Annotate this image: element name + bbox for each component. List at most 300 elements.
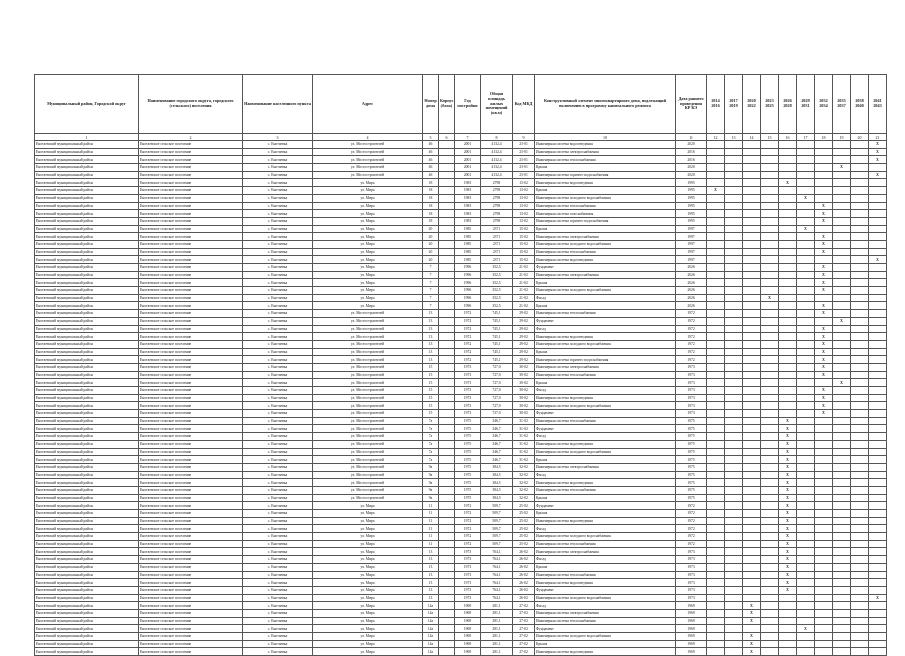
house-number-cell: 18 <box>423 187 439 195</box>
house-number-cell: 7 <box>423 287 439 295</box>
period-cell <box>869 633 887 641</box>
table-row <box>35 287 887 295</box>
period-cell <box>725 325 743 333</box>
address-cell: ул. Мира <box>313 210 423 218</box>
period-cell <box>743 348 761 356</box>
period-cell <box>725 548 743 556</box>
district-cell: Енотаевский муниципальный район <box>35 194 139 202</box>
period-cell <box>869 379 887 387</box>
year-built-cell: 1985 <box>455 240 481 248</box>
period-cell <box>851 540 869 548</box>
structural-element-cell: Фундамент <box>535 264 676 272</box>
area-cell: 2798 <box>481 210 513 218</box>
year-built-cell: 1996 <box>455 294 481 302</box>
locality-cell: с. Енотаевка <box>243 425 313 433</box>
house-number-cell: 20 <box>423 225 439 233</box>
structural-element-cell: Инженерная система газоснабжения <box>535 210 676 218</box>
period-cell <box>707 448 725 456</box>
period-cell <box>761 510 779 518</box>
column-header: 2038 2040 <box>851 75 869 134</box>
period-cell <box>797 202 815 210</box>
early-repair-date-cell: 1995 <box>676 187 707 195</box>
period-mark: X <box>779 440 797 448</box>
year-built-cell: 1983 <box>455 187 481 195</box>
year-built-cell: 1985 <box>455 248 481 256</box>
building-code-cell: 26-02 <box>513 548 535 556</box>
period-mark: X <box>815 279 833 287</box>
period-cell <box>797 479 815 487</box>
period-cell <box>743 225 761 233</box>
period-cell <box>815 633 833 641</box>
district-cell: Енотаевский муниципальный район <box>35 287 139 295</box>
structural-element-cell: Инженерная система теплоснабжения <box>535 417 676 425</box>
structural-element-cell: Крыша <box>535 187 676 195</box>
locality-cell: с. Енотаевка <box>243 586 313 594</box>
period-cell <box>707 202 725 210</box>
period-cell <box>779 371 797 379</box>
early-repair-date-cell: 1973 <box>676 571 707 579</box>
period-cell <box>725 525 743 533</box>
area-cell: 745,1 <box>481 340 513 348</box>
period-cell <box>761 602 779 610</box>
settlement-cell: Енотаевское сельское поселение <box>139 525 243 533</box>
house-number-cell: 7а <box>423 417 439 425</box>
district-cell: Енотаевский муниципальный район <box>35 294 139 302</box>
block-cell <box>439 502 455 510</box>
period-cell <box>797 540 815 548</box>
period-cell <box>779 310 797 318</box>
period-cell <box>851 433 869 441</box>
period-cell <box>869 194 887 202</box>
block-cell <box>439 256 455 264</box>
district-cell: Енотаевский муниципальный район <box>35 340 139 348</box>
period-cell <box>833 264 851 272</box>
period-cell <box>833 387 851 395</box>
period-cell <box>797 240 815 248</box>
period-cell <box>815 617 833 625</box>
period-cell <box>761 187 779 195</box>
period-cell <box>707 363 725 371</box>
table-row <box>35 579 887 587</box>
address-cell: ул. Мира <box>313 571 423 579</box>
period-cell <box>869 394 887 402</box>
period-cell <box>743 287 761 295</box>
period-mark: X <box>779 471 797 479</box>
period-cell <box>869 387 887 395</box>
settlement-cell: Енотаевское сельское поселение <box>139 533 243 541</box>
column-header: Общая площадь жилых помещений (кв.м) <box>481 75 513 134</box>
structural-element-cell: Инженерная система холодного водоснабжения <box>535 340 676 348</box>
period-cell <box>833 340 851 348</box>
period-cell <box>707 148 725 156</box>
program-sheet <box>34 74 886 656</box>
year-built-cell: 1983 <box>455 210 481 218</box>
address-cell: ул. Мира <box>313 525 423 533</box>
period-cell <box>833 609 851 617</box>
area-cell: 509,7 <box>481 510 513 518</box>
structural-element-cell: Инженерная система водоотведения <box>535 517 676 525</box>
column-header: 2017 2019 <box>725 75 743 134</box>
period-cell <box>779 340 797 348</box>
area-cell: 727,0 <box>481 371 513 379</box>
period-cell <box>869 302 887 310</box>
early-repair-date-cell: 1969 <box>676 609 707 617</box>
early-repair-date-cell: 2016 <box>676 148 707 156</box>
period-cell <box>869 310 887 318</box>
column-header: Муниципальный район, Городской округ <box>35 75 139 134</box>
district-cell: Енотаевский муниципальный район <box>35 471 139 479</box>
period-cell <box>797 248 815 256</box>
period-cell <box>707 210 725 218</box>
address-cell: ул. Мостостроителей <box>313 463 423 471</box>
structural-element-cell: Фундамент <box>535 317 676 325</box>
period-cell <box>815 548 833 556</box>
period-cell <box>779 609 797 617</box>
block-cell <box>439 287 455 295</box>
address-cell: ул. Мира <box>313 240 423 248</box>
period-cell <box>869 264 887 272</box>
house-number-cell: 11 <box>423 510 439 518</box>
period-cell <box>707 379 725 387</box>
period-cell <box>869 217 887 225</box>
period-cell <box>833 594 851 602</box>
locality-cell: с. Енотаевка <box>243 548 313 556</box>
period-cell <box>725 448 743 456</box>
table-row <box>35 187 887 195</box>
period-cell <box>707 279 725 287</box>
period-cell <box>797 579 815 587</box>
period-mark: X <box>815 217 833 225</box>
block-cell <box>439 633 455 641</box>
structural-element-cell: Инженерная система горячего водоснабжения <box>535 356 676 364</box>
district-cell: Енотаевский муниципальный район <box>35 240 139 248</box>
period-cell <box>761 594 779 602</box>
block-cell <box>439 179 455 187</box>
period-mark: X <box>815 394 833 402</box>
year-built-cell: 2001 <box>455 164 481 172</box>
locality-cell: с. Енотаевка <box>243 448 313 456</box>
settlement-cell: Енотаевское сельское поселение <box>139 394 243 402</box>
district-cell: Енотаевский муниципальный район <box>35 179 139 187</box>
period-cell <box>869 179 887 187</box>
period-cell <box>779 156 797 164</box>
settlement-cell: Енотаевское сельское поселение <box>139 164 243 172</box>
district-cell: Енотаевский муниципальный район <box>35 440 139 448</box>
table-row <box>35 240 887 248</box>
period-cell <box>761 340 779 348</box>
table-row <box>35 379 887 387</box>
address-cell: ул. Мира <box>313 179 423 187</box>
period-mark: X <box>779 525 797 533</box>
period-cell <box>851 510 869 518</box>
district-cell: Енотаевский муниципальный район <box>35 310 139 318</box>
locality-cell: с. Енотаевка <box>243 348 313 356</box>
table-row <box>35 148 887 156</box>
block-cell <box>439 594 455 602</box>
block-cell <box>439 340 455 348</box>
period-cell <box>779 194 797 202</box>
period-mark: X <box>869 148 887 156</box>
building-code-cell: 31-02 <box>513 425 535 433</box>
table-row <box>35 256 887 264</box>
period-cell <box>725 294 743 302</box>
column-header: Год постройки <box>455 75 481 134</box>
period-cell <box>869 271 887 279</box>
period-mark: X <box>779 517 797 525</box>
period-cell <box>851 463 869 471</box>
period-cell <box>851 363 869 371</box>
period-cell <box>851 287 869 295</box>
period-cell <box>797 609 815 617</box>
period-cell <box>851 294 869 302</box>
period-cell <box>833 410 851 418</box>
structural-element-cell: Фасад <box>535 294 676 302</box>
district-cell: Енотаевский муниципальный район <box>35 156 139 164</box>
early-repair-date-cell: 1997 <box>676 240 707 248</box>
early-repair-date-cell: 1973 <box>676 387 707 395</box>
table-row <box>35 540 887 548</box>
period-cell <box>815 463 833 471</box>
locality-cell: с. Енотаевка <box>243 617 313 625</box>
period-cell <box>851 494 869 502</box>
period-cell <box>725 394 743 402</box>
block-cell <box>439 371 455 379</box>
period-cell <box>869 202 887 210</box>
locality-cell: с. Енотаевка <box>243 602 313 610</box>
early-repair-date-cell: 2026 <box>676 287 707 295</box>
district-cell: Енотаевский муниципальный район <box>35 609 139 617</box>
period-mark: X <box>815 240 833 248</box>
locality-cell: с. Енотаевка <box>243 164 313 172</box>
period-cell <box>869 425 887 433</box>
district-cell: Енотаевский муниципальный район <box>35 633 139 641</box>
block-cell <box>439 171 455 179</box>
period-cell <box>815 148 833 156</box>
period-cell <box>725 317 743 325</box>
period-cell <box>707 425 725 433</box>
period-cell <box>797 141 815 149</box>
house-number-cell: 14а <box>423 609 439 617</box>
early-repair-date-cell: 2026 <box>676 279 707 287</box>
period-mark: X <box>869 141 887 149</box>
period-cell <box>851 402 869 410</box>
house-number-cell: 7а <box>423 448 439 456</box>
period-cell <box>797 471 815 479</box>
period-cell <box>797 156 815 164</box>
structural-element-cell: Фасад <box>535 387 676 395</box>
period-cell <box>815 533 833 541</box>
address-cell: ул. Мира <box>313 279 423 287</box>
period-cell <box>761 440 779 448</box>
house-number-cell: 13 <box>423 579 439 587</box>
address-cell: ул. Мостостроителей <box>313 348 423 356</box>
early-repair-date-cell: 1972 <box>676 340 707 348</box>
building-code-cell: 30-02 <box>513 387 535 395</box>
building-code-cell: 21-02 <box>513 264 535 272</box>
table-row <box>35 648 887 656</box>
period-cell <box>797 379 815 387</box>
table-row <box>35 410 887 418</box>
early-repair-date-cell: 2026 <box>676 264 707 272</box>
period-cell <box>833 210 851 218</box>
period-cell <box>725 302 743 310</box>
period-cell <box>725 640 743 648</box>
column-number: 9 <box>513 134 535 141</box>
structural-element-cell: Инженерная система водоотведения <box>535 333 676 341</box>
district-cell: Енотаевский муниципальный район <box>35 325 139 333</box>
table-row <box>35 225 887 233</box>
period-cell <box>851 548 869 556</box>
period-cell <box>743 540 761 548</box>
address-cell: ул. Мира <box>313 225 423 233</box>
period-cell <box>869 463 887 471</box>
district-cell: Енотаевский муниципальный район <box>35 210 139 218</box>
period-cell <box>797 233 815 241</box>
district-cell: Енотаевский муниципальный район <box>35 394 139 402</box>
early-repair-date-cell: 1995 <box>676 179 707 187</box>
block-cell <box>439 410 455 418</box>
table-row <box>35 310 887 318</box>
block-cell <box>439 271 455 279</box>
building-code-cell: 25-02 <box>513 533 535 541</box>
period-cell <box>869 494 887 502</box>
block-cell <box>439 525 455 533</box>
period-cell <box>725 179 743 187</box>
period-cell <box>851 394 869 402</box>
early-repair-date-cell: 1997 <box>676 225 707 233</box>
structural-element-cell: Крыша <box>535 456 676 464</box>
period-cell <box>761 402 779 410</box>
settlement-cell: Енотаевское сельское поселение <box>139 333 243 341</box>
settlement-cell: Енотаевское сельское поселение <box>139 640 243 648</box>
period-cell <box>833 333 851 341</box>
district-cell: Енотаевский муниципальный район <box>35 371 139 379</box>
period-cell <box>707 410 725 418</box>
district-cell: Енотаевский муниципальный район <box>35 202 139 210</box>
structural-element-cell: Инженерная система холодного водоснабжения <box>535 633 676 641</box>
period-mark: X <box>815 371 833 379</box>
period-mark: X <box>779 556 797 564</box>
locality-cell: с. Енотаевка <box>243 356 313 364</box>
block-cell <box>439 294 455 302</box>
period-cell <box>779 279 797 287</box>
block-cell <box>439 148 455 156</box>
column-header: Корпус (блок) <box>439 75 455 134</box>
period-cell <box>725 187 743 195</box>
house-number-cell: 13 <box>423 356 439 364</box>
period-mark: X <box>779 179 797 187</box>
address-cell: ул. Мира <box>313 625 423 633</box>
address-cell: ул. Мира <box>313 640 423 648</box>
settlement-cell: Енотаевское сельское поселение <box>139 609 243 617</box>
year-built-cell: 1969 <box>455 617 481 625</box>
block-cell <box>439 348 455 356</box>
structural-element-cell: Крыша <box>535 640 676 648</box>
period-cell <box>797 571 815 579</box>
period-cell <box>761 240 779 248</box>
early-repair-date-cell: 1972 <box>676 356 707 364</box>
period-cell <box>761 287 779 295</box>
period-cell <box>707 194 725 202</box>
block-cell <box>439 194 455 202</box>
area-cell: 745,1 <box>481 310 513 318</box>
locality-cell: с. Енотаевка <box>243 294 313 302</box>
building-code-cell: 32-02 <box>513 463 535 471</box>
address-cell: ул. Мостостроителей <box>313 394 423 402</box>
period-cell <box>707 402 725 410</box>
building-code-cell: 26-02 <box>513 594 535 602</box>
period-cell <box>779 248 797 256</box>
settlement-cell: Енотаевское сельское поселение <box>139 240 243 248</box>
house-number-cell: 15 <box>423 379 439 387</box>
period-cell <box>797 333 815 341</box>
period-cell <box>761 525 779 533</box>
house-number-cell: 13 <box>423 586 439 594</box>
settlement-cell: Енотаевское сельское поселение <box>139 502 243 510</box>
structural-element-cell: Инженерная система водоотведения <box>535 394 676 402</box>
column-number-section <box>35 134 887 141</box>
period-cell <box>761 633 779 641</box>
area-cell: 2798 <box>481 194 513 202</box>
locality-cell: с. Енотаевка <box>243 517 313 525</box>
period-cell <box>761 425 779 433</box>
settlement-cell: Енотаевское сельское поселение <box>139 486 243 494</box>
period-cell <box>797 417 815 425</box>
district-cell: Енотаевский муниципальный район <box>35 433 139 441</box>
period-cell <box>725 648 743 656</box>
period-cell <box>869 479 887 487</box>
settlement-cell: Енотаевское сельское поселение <box>139 279 243 287</box>
period-cell <box>707 563 725 571</box>
early-repair-date-cell: 1969 <box>676 602 707 610</box>
period-cell <box>851 486 869 494</box>
locality-cell: с. Енотаевка <box>243 363 313 371</box>
structural-element-cell: Крыша <box>535 563 676 571</box>
year-built-cell: 1972 <box>455 517 481 525</box>
period-cell <box>707 625 725 633</box>
house-number-cell: 20 <box>423 233 439 241</box>
settlement-cell: Енотаевское сельское поселение <box>139 187 243 195</box>
period-cell <box>743 494 761 502</box>
period-cell <box>761 371 779 379</box>
table-row <box>35 294 887 302</box>
early-repair-date-cell: 1972 <box>676 525 707 533</box>
settlement-cell: Енотаевское сельское поселение <box>139 233 243 241</box>
period-cell <box>797 440 815 448</box>
address-cell: ул. Мостостроителей <box>313 363 423 371</box>
house-number-cell: 13 <box>423 556 439 564</box>
period-cell <box>725 456 743 464</box>
block-cell <box>439 202 455 210</box>
block-cell <box>439 556 455 564</box>
structural-element-cell: Инженерная система водоотведения <box>535 479 676 487</box>
period-cell <box>743 171 761 179</box>
block-cell <box>439 356 455 364</box>
year-built-cell: 1983 <box>455 194 481 202</box>
year-built-cell: 1996 <box>455 271 481 279</box>
settlement-cell: Енотаевское сельское поселение <box>139 363 243 371</box>
locality-cell: с. Енотаевка <box>243 463 313 471</box>
period-mark: X <box>779 548 797 556</box>
building-code-cell: 32-02 <box>513 494 535 502</box>
period-cell <box>815 563 833 571</box>
period-cell <box>797 256 815 264</box>
period-cell <box>779 240 797 248</box>
period-cell <box>725 486 743 494</box>
period-cell <box>761 617 779 625</box>
area-cell: 727,0 <box>481 379 513 387</box>
period-cell <box>869 440 887 448</box>
